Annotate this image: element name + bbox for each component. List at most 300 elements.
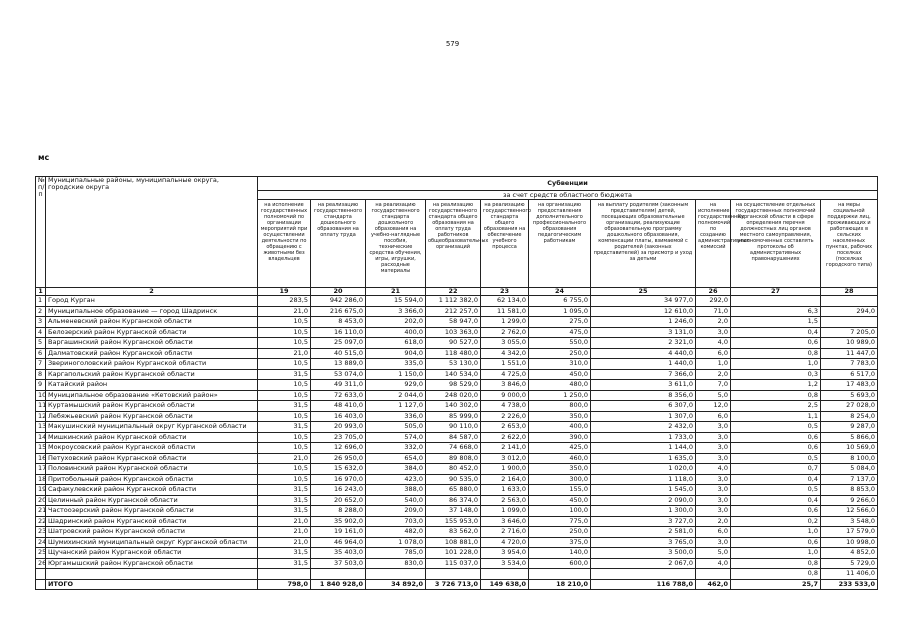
column-index: 19 (258, 288, 311, 296)
cell-value: 9 266,0 (821, 495, 878, 506)
cell-value: 3 765,0 (591, 537, 696, 548)
row-name: Шатровский район Курганской области (46, 527, 258, 538)
cell-value: 31,5 (258, 495, 311, 506)
cell-value: 6,0 (696, 527, 731, 538)
cell-value: 8 453,0 (311, 317, 366, 328)
row-name: Лебяжьевский район Курганской области (46, 411, 258, 422)
cell-value: 12 696,0 (311, 443, 366, 454)
header-column-27: на осуществление отдельных государственных полномочий Курганской области в сфере определения перечня должностных лиц органов местного самоуправления, уполномоченных составлять протоколы об административных правонарушениях (731, 200, 821, 288)
cell-value: 3,0 (696, 537, 731, 548)
cell-value: 108 881,0 (426, 537, 481, 548)
cell-value: 460,0 (529, 453, 591, 464)
cell-value: 31,5 (258, 506, 311, 517)
cell-value: 17 579,0 (821, 527, 878, 538)
table-row (36, 327, 878, 338)
cell-value: 3,0 (696, 453, 731, 464)
cell-value: 2,0 (696, 516, 731, 527)
cell-value (426, 569, 481, 580)
header-num: № п/п (36, 177, 46, 288)
row-number: 22 (36, 516, 46, 527)
row-name: Муниципальное образование — город Шадринск (46, 306, 258, 317)
cell-value: 7 205,0 (821, 327, 878, 338)
row-number: 24 (36, 537, 46, 548)
table-row (36, 411, 878, 422)
cell-value: 3 366,0 (366, 306, 426, 317)
cell-value: 703,0 (366, 516, 426, 527)
cell-value: 1 900,0 (481, 464, 529, 475)
cell-value: 5,0 (696, 548, 731, 559)
cell-value: 11 581,0 (481, 306, 529, 317)
cell-value: 3 846,0 (481, 380, 529, 391)
cell-value: 21,0 (258, 348, 311, 359)
row-name: Шадринский район Курганской области (46, 516, 258, 527)
row-number: 9 (36, 380, 46, 391)
column-index: 28 (821, 288, 878, 296)
cell-value: 115 037,0 (426, 558, 481, 569)
row-name: Далматовский район Курганской области (46, 348, 258, 359)
row-number: 18 (36, 474, 46, 485)
cell-value: 1 633,0 (481, 485, 529, 496)
cell-value: 332,0 (366, 443, 426, 454)
table-row (36, 338, 878, 349)
row-number: 6 (36, 348, 46, 359)
cell-value: 1 112 382,0 (426, 296, 481, 307)
cell-value: 34 892,0 (366, 579, 426, 590)
cell-value: 48 410,0 (311, 401, 366, 412)
cell-value: 942 286,0 (311, 296, 366, 307)
cell-value: 8 356,0 (591, 390, 696, 401)
cell-value: 480,0 (529, 380, 591, 391)
cell-value: 0,4 (731, 327, 821, 338)
cell-value: 37 148,0 (426, 506, 481, 517)
cell-value (481, 569, 529, 580)
cell-value: 155,0 (529, 485, 591, 496)
cell-value: 350,0 (529, 464, 591, 475)
row-number: 19 (36, 485, 46, 496)
cell-value: 11 406,0 (821, 569, 878, 580)
cell-value: 31,5 (258, 369, 311, 380)
cell-value: 0,5 (731, 453, 821, 464)
row-number: 7 (36, 359, 46, 370)
cell-value: 1 250,0 (529, 390, 591, 401)
cell-value: 618,0 (366, 338, 426, 349)
row-number: 8 (36, 369, 46, 380)
cell-value: 15 632,0 (311, 464, 366, 475)
table-row (36, 548, 878, 559)
cell-value (258, 569, 311, 580)
cell-value: 8 288,0 (311, 506, 366, 517)
cell-value: 155 953,0 (426, 516, 481, 527)
table-row (36, 495, 878, 506)
cell-value: 140,0 (529, 548, 591, 559)
cell-value: 4 720,0 (481, 537, 529, 548)
cell-value: 1,2 (731, 380, 821, 391)
cell-value: 149 638,0 (481, 579, 529, 590)
cell-value: 6,0 (696, 411, 731, 422)
cell-value: 390,0 (529, 432, 591, 443)
cell-value: 1 635,0 (591, 453, 696, 464)
cell-value: 7 783,0 (821, 359, 878, 370)
cell-value: 7 137,0 (821, 474, 878, 485)
header-subsidy: Субвенции (258, 177, 878, 191)
cell-value: 72 633,0 (311, 390, 366, 401)
cell-value: 16 403,0 (311, 411, 366, 422)
cell-value: 2 762,0 (481, 327, 529, 338)
cell-value: 8 853,0 (821, 485, 878, 496)
header-column-24: на организацию предоставления дополнительного профессионального образования педагогическим работникам (529, 200, 591, 288)
table-row (36, 369, 878, 380)
column-index: 23 (481, 288, 529, 296)
cell-value: 100,0 (529, 506, 591, 517)
cell-value: 1 127,0 (366, 401, 426, 412)
row-name: Макушинский муниципальный округ Курганской области (46, 422, 258, 433)
cell-value: 2 090,0 (591, 495, 696, 506)
cell-value: 209,0 (366, 506, 426, 517)
cell-value: 775,0 (529, 516, 591, 527)
cell-value: 2 044,0 (366, 390, 426, 401)
cell-value: 0,5 (731, 422, 821, 433)
header-column-25: на выплату родителям (законным представителям) детей, посещающих образовательные организации, реализующие образовательную программу дошкольного образования, компенсации платы, взимаемой с родителей (законных представителей) за присмотр и уход за детьми (591, 200, 696, 288)
cell-value: 7 366,0 (591, 369, 696, 380)
cell-value: 1 099,0 (481, 506, 529, 517)
cell-value: 103 363,0 (426, 327, 481, 338)
cell-value: 34 977,0 (591, 296, 696, 307)
cell-value: 10,5 (258, 390, 311, 401)
table-row (36, 537, 878, 548)
cell-value: 462,0 (696, 579, 731, 590)
cell-value: 10 989,0 (821, 338, 878, 349)
cell-value: 1 545,0 (591, 485, 696, 496)
cell-value: 0,6 (731, 338, 821, 349)
cell-value: 15 594,0 (366, 296, 426, 307)
cell-value: 3 611,0 (591, 380, 696, 391)
cell-value: 58 947,0 (426, 317, 481, 328)
table-row (36, 453, 878, 464)
cell-value: 0,7 (731, 464, 821, 475)
cell-value: 4 725,0 (481, 369, 529, 380)
cell-value: 8 100,0 (821, 453, 878, 464)
cell-value: 31,5 (258, 548, 311, 559)
cell-value: 10 569,0 (821, 443, 878, 454)
cell-value: 423,0 (366, 474, 426, 485)
cell-value: 17 483,0 (821, 380, 878, 391)
cell-value: 10,5 (258, 443, 311, 454)
cell-value: 4,0 (696, 558, 731, 569)
row-name: ИТОГО (46, 579, 258, 590)
row-name: Притобольный район Курганской области (46, 474, 258, 485)
table-row (36, 464, 878, 475)
row-name: Половинский район Курганской области (46, 464, 258, 475)
row-number: 2 (36, 306, 46, 317)
cell-value: 3 954,0 (481, 548, 529, 559)
table-row (36, 348, 878, 359)
header-column-26: на исполнение государственных полномочий по созданию административных комиссий (696, 200, 731, 288)
cell-value: 1,0 (731, 527, 821, 538)
cell-value: 53 074,0 (311, 369, 366, 380)
cell-value: 12 610,0 (591, 306, 696, 317)
row-name: Мишкинский район Курганской области (46, 432, 258, 443)
cell-value: 74 668,0 (426, 443, 481, 454)
cell-value: 10 998,0 (821, 537, 878, 548)
cell-value: 1 150,0 (366, 369, 426, 380)
cell-value: 3,0 (696, 506, 731, 517)
cell-value: 46 964,0 (311, 537, 366, 548)
cell-value: 0,5 (731, 485, 821, 496)
column-index: 1 (36, 288, 46, 296)
cell-value: 31,5 (258, 485, 311, 496)
table-row (36, 359, 878, 370)
cell-value: 10,5 (258, 359, 311, 370)
cell-value: 16 110,0 (311, 327, 366, 338)
table-row (36, 474, 878, 485)
cell-value: 6,0 (696, 348, 731, 359)
cell-value: 35 403,0 (311, 548, 366, 559)
cell-value (311, 569, 366, 580)
cell-value: 2 653,0 (481, 422, 529, 433)
cell-value: 1,0 (731, 359, 821, 370)
cell-value: 12 566,0 (821, 506, 878, 517)
cell-value: 10,5 (258, 432, 311, 443)
document-mark: мс (38, 153, 50, 162)
cell-value: 3 727,0 (591, 516, 696, 527)
cell-value: 40 515,0 (311, 348, 366, 359)
cell-value (366, 569, 426, 580)
cell-value: 310,0 (529, 359, 591, 370)
cell-value: 1 300,0 (591, 506, 696, 517)
table-row (36, 380, 878, 391)
cell-value: 10,5 (258, 380, 311, 391)
page-number: 579 (445, 40, 460, 48)
header-column-21: на реализацию государственного стандарта дошкольного образования на учебно-наглядные пособия, технические средства обучения, игры, игрушки, расходные материалы (366, 200, 426, 288)
cell-value: 37 503,0 (311, 558, 366, 569)
cell-value: 5 866,0 (821, 432, 878, 443)
cell-value: 1 020,0 (591, 464, 696, 475)
cell-value: 654,0 (366, 453, 426, 464)
cell-value: 505,0 (366, 422, 426, 433)
cell-value: 31,5 (258, 401, 311, 412)
row-name: Целинный район Курганской области (46, 495, 258, 506)
cell-value: 248 020,0 (426, 390, 481, 401)
row-name: Каргапольский район Курганской области (46, 369, 258, 380)
cell-value: 10,5 (258, 327, 311, 338)
cell-value: 233 533,0 (821, 579, 878, 590)
cell-value: 3 726 713,0 (426, 579, 481, 590)
cell-value: 800,0 (529, 401, 591, 412)
cell-value: 400,0 (529, 422, 591, 433)
cell-value: 283,5 (258, 296, 311, 307)
cell-value: 118 480,0 (426, 348, 481, 359)
column-index: 21 (366, 288, 426, 296)
column-index: 2 (46, 288, 258, 296)
cell-value: 0,6 (731, 537, 821, 548)
cell-value: 65 880,0 (426, 485, 481, 496)
cell-value: 3 534,0 (481, 558, 529, 569)
cell-value: 3,0 (696, 485, 731, 496)
row-number: 14 (36, 432, 46, 443)
cell-value: 13 889,0 (311, 359, 366, 370)
cell-value: 89 808,0 (426, 453, 481, 464)
cell-value: 0,4 (731, 474, 821, 485)
header-column-19: на исполнение государственных полномочий по организации мероприятий при осуществлении деятельности по обращению с животными без владельцев (258, 200, 311, 288)
row-number: 10 (36, 390, 46, 401)
table-row (36, 317, 878, 328)
row-number: 20 (36, 495, 46, 506)
cell-value: 0,2 (731, 516, 821, 527)
cell-value: 3 646,0 (481, 516, 529, 527)
cell-value: 1,5 (731, 317, 821, 328)
row-number: 3 (36, 317, 46, 328)
cell-value: 35 902,0 (311, 516, 366, 527)
column-index: 27 (731, 288, 821, 296)
cell-value: 2 581,0 (591, 527, 696, 538)
cell-value: 6,3 (731, 306, 821, 317)
cell-value: 1 095,0 (529, 306, 591, 317)
cell-value: 9 287,0 (821, 422, 878, 433)
row-name: Белозерский район Курганской области (46, 327, 258, 338)
column-index: 26 (696, 288, 731, 296)
cell-value: 16 970,0 (311, 474, 366, 485)
cell-value: 550,0 (529, 338, 591, 349)
cell-value: 84 587,0 (426, 432, 481, 443)
header-column-23: на реализацию государственного стандарта общего образования на обеспечение учебного процесса (481, 200, 529, 288)
cell-value (821, 296, 878, 307)
cell-value: 21,0 (258, 306, 311, 317)
cell-value: 202,0 (366, 317, 426, 328)
cell-value: 3 131,0 (591, 327, 696, 338)
row-number: 15 (36, 443, 46, 454)
cell-value (731, 296, 821, 307)
cell-value: 904,0 (366, 348, 426, 359)
header-column-20: на реализацию государственного стандарта дошкольного образования на оплату труда (311, 200, 366, 288)
cell-value: 25,7 (731, 579, 821, 590)
cell-value: 1 144,0 (591, 443, 696, 454)
row-number: 26 (36, 558, 46, 569)
cell-value (529, 569, 591, 580)
cell-value: 2 716,0 (481, 527, 529, 538)
cell-value: 336,0 (366, 411, 426, 422)
row-name: Мокроусовский район Курганской области (46, 443, 258, 454)
cell-value: 71,0 (696, 306, 731, 317)
cell-value: 0,8 (731, 348, 821, 359)
row-name: Катайский район (46, 380, 258, 391)
table-row (36, 422, 878, 433)
cell-value: 3 012,0 (481, 453, 529, 464)
table-row (36, 506, 878, 517)
cell-value: 3 055,0 (481, 338, 529, 349)
cell-value: 21,0 (258, 537, 311, 548)
cell-value: 294,0 (821, 306, 878, 317)
cell-value: 21,0 (258, 516, 311, 527)
table-row (36, 432, 878, 443)
table-row (36, 558, 878, 569)
cell-value: 400,0 (366, 327, 426, 338)
row-name: Сафакулевский район Курганской области (46, 485, 258, 496)
cell-value: 2 164,0 (481, 474, 529, 485)
cell-value (591, 569, 696, 580)
cell-value: 116 788,0 (591, 579, 696, 590)
row-name: Щучанский район Курганской области (46, 548, 258, 559)
column-index: 22 (426, 288, 481, 296)
cell-value (696, 569, 731, 580)
cell-value: 85 999,0 (426, 411, 481, 422)
row-number: 16 (36, 453, 46, 464)
table-row (36, 390, 878, 401)
cell-value: 0,6 (731, 506, 821, 517)
cell-value: 80 452,0 (426, 464, 481, 475)
cell-value: 62 134,0 (481, 296, 529, 307)
cell-value: 2 321,0 (591, 338, 696, 349)
cell-value: 216 675,0 (311, 306, 366, 317)
cell-value: 0,6 (731, 432, 821, 443)
cell-value: 2 141,0 (481, 443, 529, 454)
row-number: 21 (36, 506, 46, 517)
cell-value: 19 161,0 (311, 527, 366, 538)
cell-value: 10,5 (258, 411, 311, 422)
header-name: Муниципальные районы, муниципальные округа, городские округа (46, 177, 258, 288)
row-name: Варгашинский район Курганской области (46, 338, 258, 349)
cell-value: 2 067,0 (591, 558, 696, 569)
cell-value: 7,0 (696, 380, 731, 391)
cell-value: 98 529,0 (426, 380, 481, 391)
cell-value: 90 110,0 (426, 422, 481, 433)
cell-value: 350,0 (529, 411, 591, 422)
cell-value: 23 705,0 (311, 432, 366, 443)
cell-value: 1 078,0 (366, 537, 426, 548)
cell-value: 384,0 (366, 464, 426, 475)
cell-value: 292,0 (696, 296, 731, 307)
cell-value: 2,0 (696, 369, 731, 380)
cell-value: 600,0 (529, 558, 591, 569)
cell-value: 11 447,0 (821, 348, 878, 359)
cell-value: 1 440,0 (591, 359, 696, 370)
row-name: Куртамышский район Курганской области (46, 401, 258, 412)
cell-value: 90 535,0 (426, 474, 481, 485)
cell-value: 250,0 (529, 527, 591, 538)
cell-value: 2,5 (731, 401, 821, 412)
cell-value: 18 210,0 (529, 579, 591, 590)
table-row (36, 296, 878, 307)
cell-value: 21,0 (258, 453, 311, 464)
cell-value: 4 440,0 (591, 348, 696, 359)
cell-value: 4,0 (696, 338, 731, 349)
row-number: 4 (36, 327, 46, 338)
cell-value: 482,0 (366, 527, 426, 538)
cell-value: 1 307,0 (591, 411, 696, 422)
cell-value: 3,0 (696, 327, 731, 338)
row-name: Муниципальное образование «Кетовский район» (46, 390, 258, 401)
row-number: 13 (36, 422, 46, 433)
cell-value: 1 551,0 (481, 359, 529, 370)
cell-value: 1,1 (731, 411, 821, 422)
cell-value: 5 084,0 (821, 464, 878, 475)
row-name: Юргамышский район Курганской области (46, 558, 258, 569)
cell-value: 86 374,0 (426, 495, 481, 506)
table-row (36, 485, 878, 496)
cell-value: 10,5 (258, 317, 311, 328)
row-number (36, 579, 46, 590)
cell-value: 4 738,0 (481, 401, 529, 412)
cell-value: 83 562,0 (426, 527, 481, 538)
cell-value: 6 307,0 (591, 401, 696, 412)
cell-value: 388,0 (366, 485, 426, 496)
cell-value: 3,0 (696, 495, 731, 506)
cell-value: 335,0 (366, 359, 426, 370)
cell-value: 2 563,0 (481, 495, 529, 506)
cell-value: 212 257,0 (426, 306, 481, 317)
cell-value: 3,0 (696, 443, 731, 454)
column-index: 20 (311, 288, 366, 296)
header-budget: за счет средств областного бюджета (258, 191, 878, 200)
